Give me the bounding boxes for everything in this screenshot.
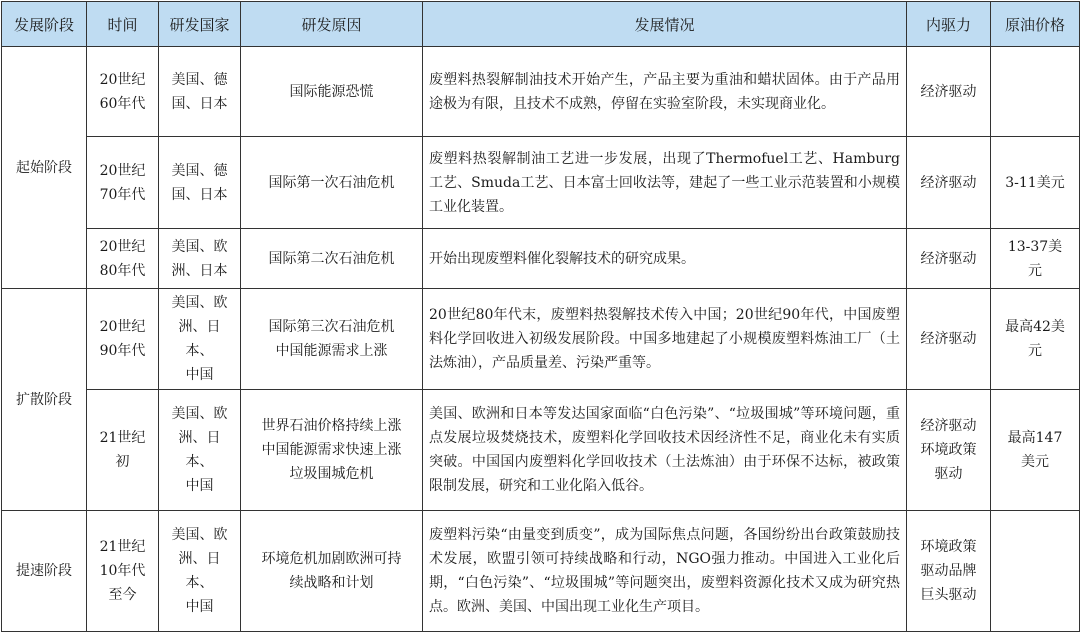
oil-price-cell xyxy=(991,511,1080,632)
oil-price-cell: 3-11美元 xyxy=(991,137,1080,229)
countries-cell: 美国、德 国、日本 xyxy=(159,47,241,137)
header-time: 时间 xyxy=(87,2,159,47)
time-cell: 21世纪 10年代 至今 xyxy=(87,511,159,632)
reason-cell: 环境危机加剧欧洲可持 续战略和计划 xyxy=(241,511,423,632)
stage-cell: 扩散阶段 xyxy=(2,289,87,511)
time-cell: 20世纪 80年代 xyxy=(87,229,159,289)
driver-cell: 经济驱动 环境政策 驱动 xyxy=(907,390,991,511)
driver-cell: 环境政策 驱动品牌 巨头驱动 xyxy=(907,511,991,632)
countries-cell: 美国、欧 洲、日本、 中国 xyxy=(159,511,241,632)
table-row xyxy=(2,511,1080,632)
header-oil-price: 原油价格 xyxy=(991,2,1080,47)
reason-cell: 世界石油价格持续上涨 中国能源需求快速上涨 垃圾围城危机 xyxy=(241,390,423,511)
countries-cell: 美国、德 国、日本 xyxy=(159,137,241,229)
driver-cell: 经济驱动 xyxy=(907,137,991,229)
header-situation: 发展情况 xyxy=(423,2,907,47)
time-cell: 20世纪 70年代 xyxy=(87,137,159,229)
development-stages-table xyxy=(1,1,1080,632)
countries-cell: 美国、欧 洲、日本、 中国 xyxy=(159,289,241,390)
countries-cell: 美国、欧 洲、日本、 中国 xyxy=(159,390,241,511)
countries-cell: 美国、欧 洲、日本 xyxy=(159,229,241,289)
oil-price-cell: 最高42美 元 xyxy=(991,289,1080,390)
stage-cell: 提速阶段 xyxy=(2,511,87,632)
table-row xyxy=(2,289,1080,390)
table-row xyxy=(2,137,1080,229)
time-cell: 20世纪 90年代 xyxy=(87,289,159,390)
situation-cell: 美国、欧洲和日本等发达国家面临“白色污染”、“垃圾围城”等环境问题，重点发展垃圾焚烧技术，废塑料化学回收技术因经济性不足，商业化未有实质突破。中国国内废塑料化学回收技术（土法炼油）由于环保不达标，被政策限制发展，研究和工业化陷入低谷。 xyxy=(423,390,907,511)
time-cell: 21世纪 初 xyxy=(87,390,159,511)
situation-cell: 20世纪80年代末，废塑料热裂解技术传入中国；20世纪90年代，中国废塑料化学回收进入初级发展阶段。中国多地建起了小规模废塑料炼油工厂（土法炼油），产品质量差、污染严重等。 xyxy=(423,289,907,390)
reason-cell: 国际第一次石油危机 xyxy=(241,137,423,229)
oil-price-cell: 13-37美 元 xyxy=(991,229,1080,289)
reason-cell: 国际第二次石油危机 xyxy=(241,229,423,289)
driver-cell: 经济驱动 xyxy=(907,47,991,137)
driver-cell: 经济驱动 xyxy=(907,289,991,390)
time-cell: 20世纪 60年代 xyxy=(87,47,159,137)
reason-cell: 国际第三次石油危机 中国能源需求上涨 xyxy=(241,289,423,390)
table-row xyxy=(2,47,1080,137)
situation-cell: 废塑料热裂解制油工艺进一步发展，出现了Thermofuel工艺、Hamburg工艺、Smuda工艺、日本富士回收法等，建起了一些工业示范装置和小规模工业化装置。 xyxy=(423,137,907,229)
driver-cell: 经济驱动 xyxy=(907,229,991,289)
header-countries: 研发国家 xyxy=(159,2,241,47)
oil-price-cell: 最高147 美元 xyxy=(991,390,1080,511)
situation-cell: 废塑料热裂解制油技术开始产生，产品主要为重油和蜡状固体。由于产品用途极为有限，且技术不成熟，停留在实验室阶段，未实现商业化。 xyxy=(423,47,907,137)
header-reason: 研发原因 xyxy=(241,2,423,47)
header-stage: 发展阶段 xyxy=(2,2,87,47)
reason-cell: 国际能源恐慌 xyxy=(241,47,423,137)
table-row xyxy=(2,390,1080,511)
header-row xyxy=(2,2,1080,47)
oil-price-cell xyxy=(991,47,1080,137)
header-driver: 内驱力 xyxy=(907,2,991,47)
situation-cell: 开始出现废塑料催化裂解技术的研究成果。 xyxy=(423,229,907,289)
table-row xyxy=(2,229,1080,289)
situation-cell: 废塑料污染“由量变到质变”，成为国际焦点问题，各国纷纷出台政策鼓励技术发展，欧盟引领可持续战略和行动，NGO强力推动。中国进入工业化后期，“白色污染”、“垃圾围城”等问题突出，废塑料资源化技术又成为研究热点。欧洲、美国、中国出现工业化生产项目。 xyxy=(423,511,907,632)
stage-cell: 起始阶段 xyxy=(2,47,87,289)
